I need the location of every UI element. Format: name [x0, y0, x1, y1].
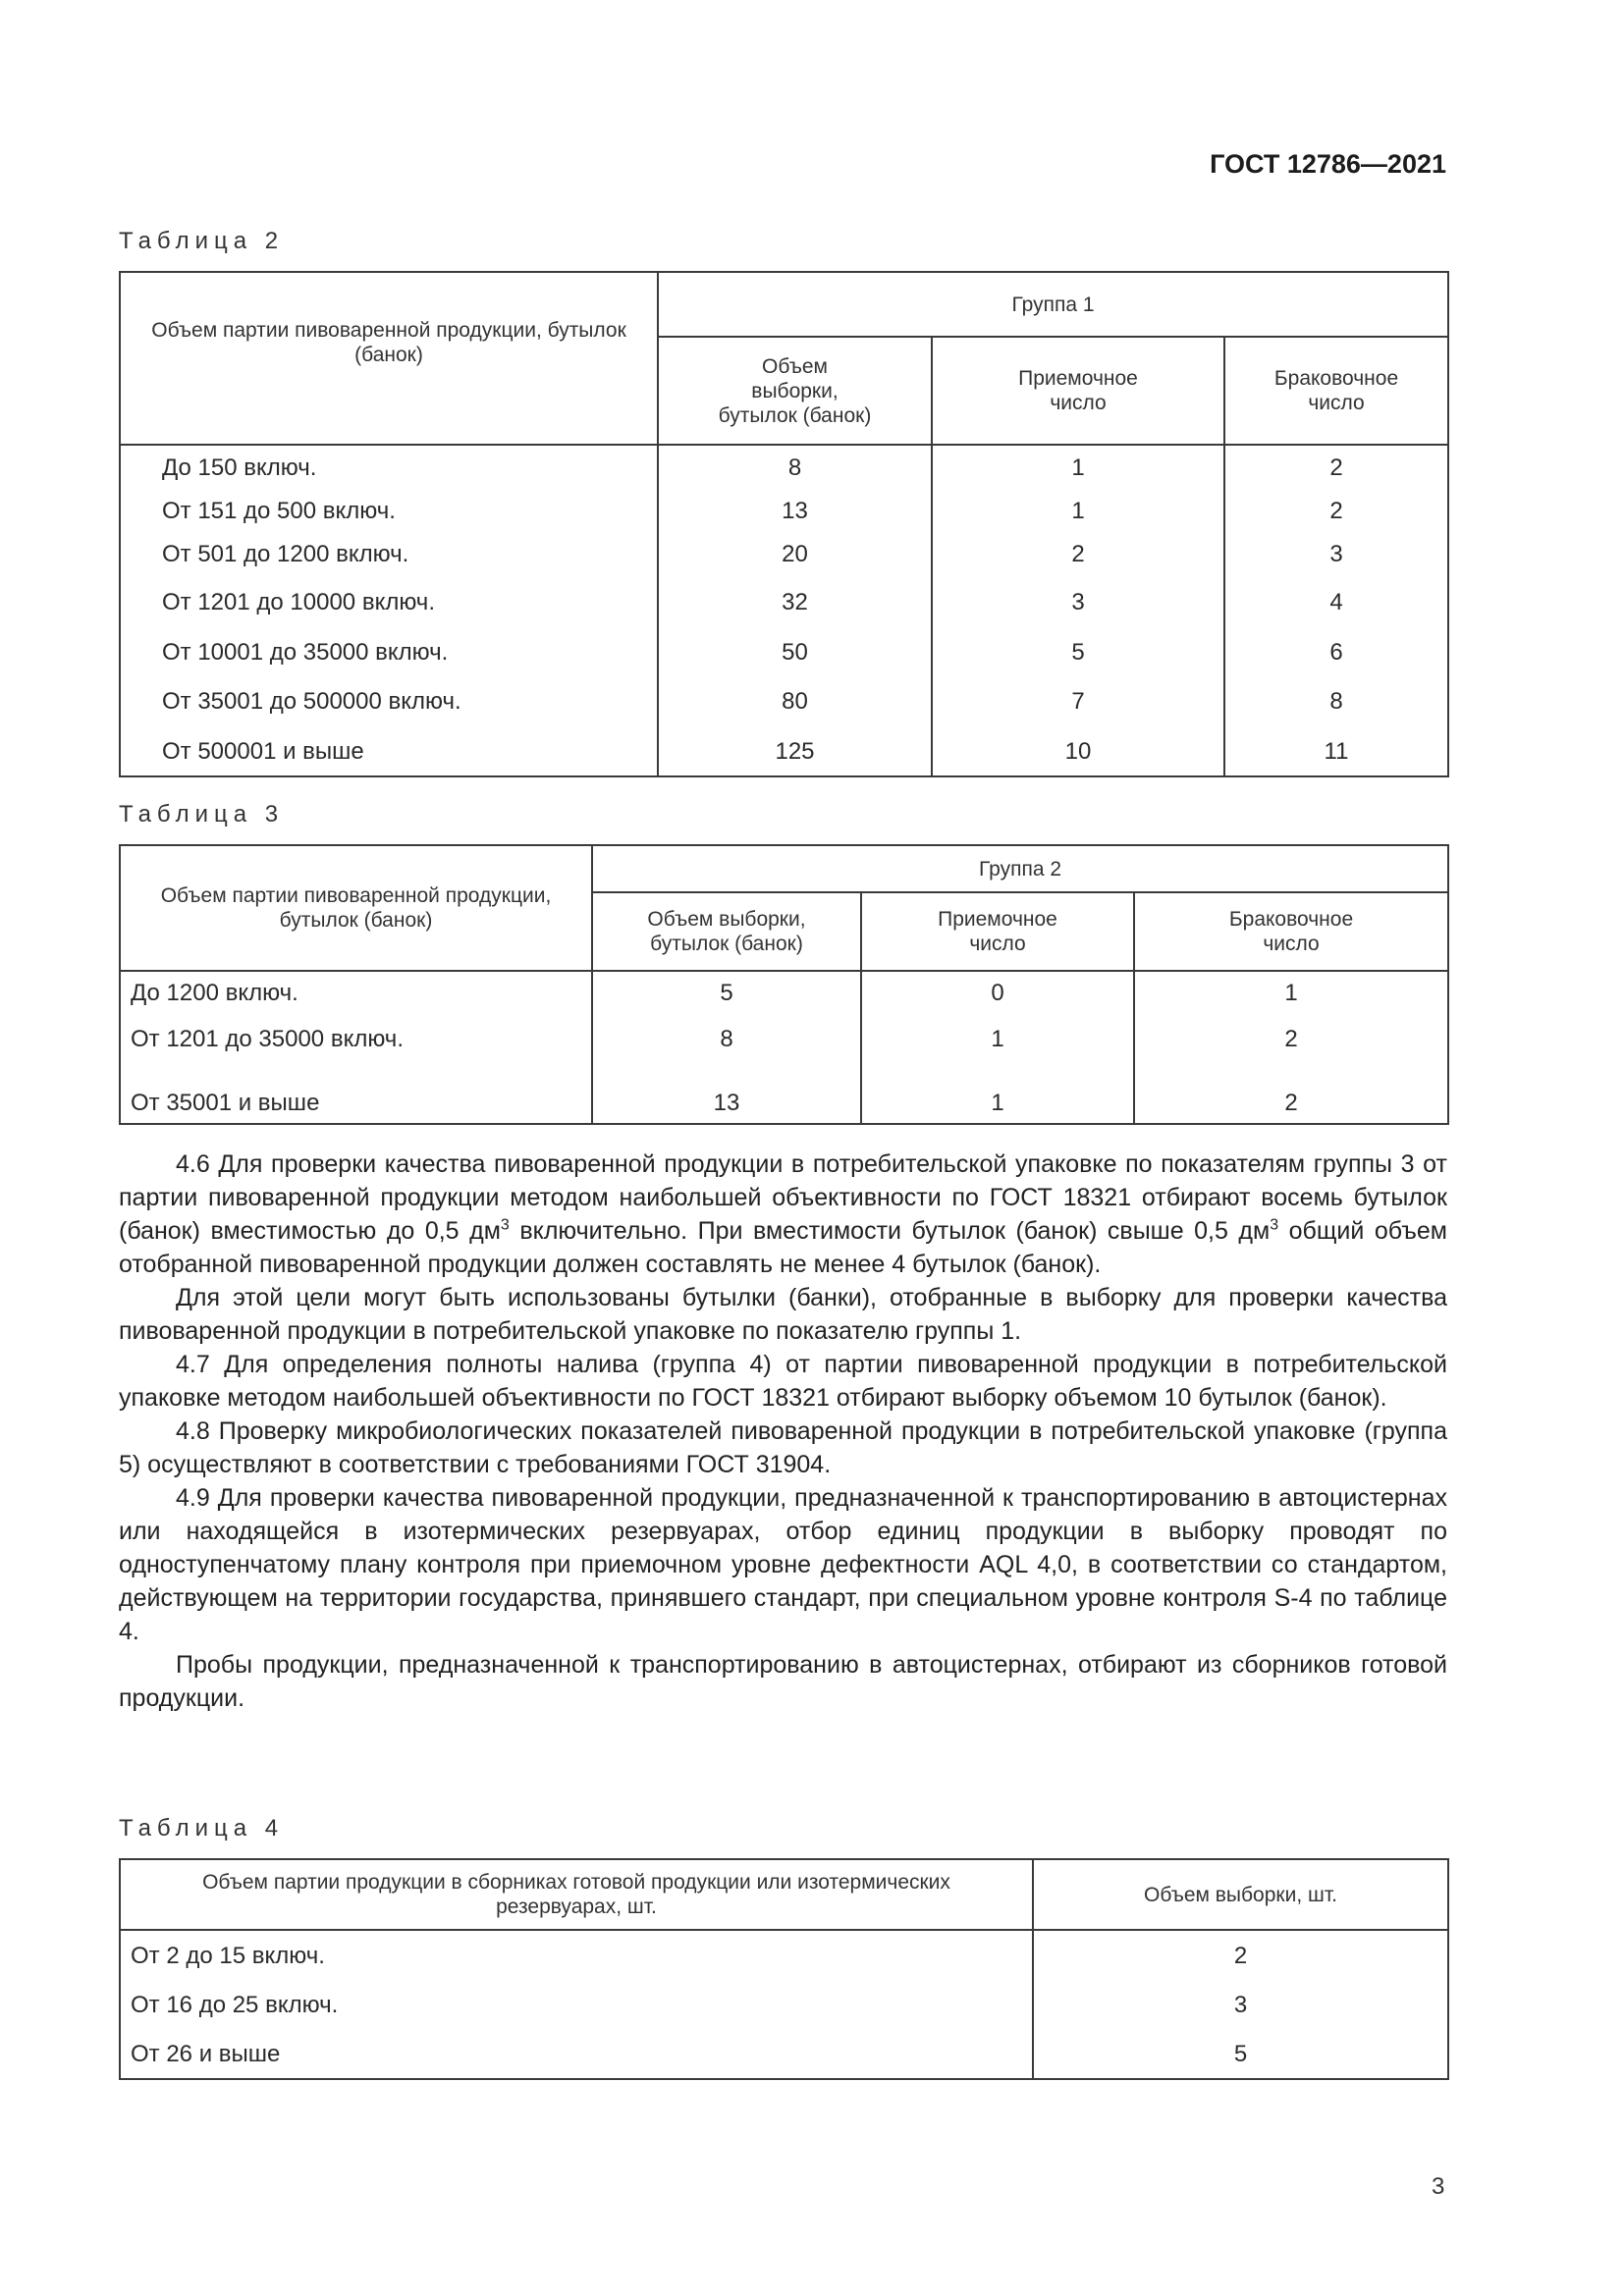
p46-sup-2: 3 [1270, 1216, 1279, 1234]
table2-row1-sample: 13 [658, 490, 932, 532]
table-row [120, 490, 1448, 532]
table4-row2-sample: 5 [1033, 2030, 1448, 2079]
table3-col1-header: Объем партии пивоваренной продукции, бутылок (банок) [120, 845, 592, 971]
paragraph-4-6-note: Для этой цели могут быть использованы бутылки (банки), отобранные в выборку для проверки качества пивоваренной продукции в потребительской упаковке по показателю группы 1. [119, 1284, 1447, 1345]
table3-row2-range: От 35001 и выше [120, 1065, 592, 1124]
table4-row1-sample: 3 [1033, 1981, 1448, 2030]
table2-row1-range: От 151 до 500 включ. [120, 490, 658, 532]
table2-row6-accept: 10 [932, 727, 1224, 776]
table-row [120, 1014, 1448, 1065]
table2-group-header: Группа 1 [658, 272, 1448, 337]
table3-group-header: Группа 2 [592, 845, 1448, 892]
table-row [120, 1065, 1448, 1124]
table2-caption: Таблица 2 [119, 228, 285, 254]
table3-row2-accept: 1 [861, 1065, 1134, 1124]
table3-subheader-reject: Браковочное число [1134, 892, 1448, 971]
table2-subheader-accept: Приемочное число [932, 337, 1224, 445]
paragraph-4-8: 4.8 Проверку микробиологических показателей пивоваренной продукции в потребительской упаковке (группа 5) осуществляют в соответствии с требованиями ГОСТ 31904. [119, 1417, 1447, 1478]
table2-header [119, 271, 1449, 446]
table2-row1-reject: 2 [1224, 490, 1448, 532]
table2-row1-accept: 1 [932, 490, 1224, 532]
table3-row0-sample: 5 [592, 971, 861, 1014]
table-row [120, 445, 1448, 490]
table2-subheader-sample: Объем выборки, бутылок (банок) [658, 337, 932, 445]
table3-row1-sample: 8 [592, 1014, 861, 1065]
p46-text-a: 4.6 Для проверки качества пивоваренной продукции в потребительской упаковке по показателям группы 3 от партии пивоваренной продукции методом наибольшей объективности по ГОСТ 18321 отбирают восемь бутылок (банок) вместимостью до 0,5 дм [119, 1150, 1447, 1245]
table-row [120, 532, 1448, 576]
table-row [120, 1981, 1448, 2030]
table2-row2-reject: 3 [1224, 532, 1448, 576]
table2-row3-sample: 32 [658, 576, 932, 629]
table2-row0-reject: 2 [1224, 445, 1448, 490]
table4-col2-header: Объем выборки, шт. [1033, 1859, 1448, 1930]
table2-subheader-reject: Браковочное число [1224, 337, 1448, 445]
table-row [120, 576, 1448, 629]
paragraph-4-9-note: Пробы продукции, предназначенной к транспортированию в автоцистернах, отбирают из сборников готовой продукции. [119, 1651, 1447, 1712]
table4-caption: Таблица 4 [119, 1815, 285, 1842]
table2-row4-accept: 5 [932, 629, 1224, 676]
table2-row5-range: От 35001 до 500000 включ. [120, 676, 658, 727]
table2-row6-reject: 11 [1224, 727, 1448, 776]
table3-row0-reject: 1 [1134, 971, 1448, 1014]
table-row [120, 1930, 1448, 1981]
paragraph-4-9: 4.9 Для проверки качества пивоваренной продукции, предназначенной к транспортированию в автоцистернах или находящейся в изотермических резервуарах, отбор единиц продукции в выборку проводят по одноступенчатому плану контроля при приемочном уровне дефектности AQL 4,0, в соответствии со стандартом, действующем на территории государства, принявшего стандарт, при специальном уровне контроля S-4 по таблице 4. [119, 1484, 1447, 1645]
table3 [119, 844, 1449, 1125]
table2-row5-sample: 80 [658, 676, 932, 727]
table-row [120, 676, 1448, 727]
table4-row1-range: От 16 до 25 включ. [120, 1981, 1033, 2030]
p46-sup-1: 3 [500, 1216, 510, 1234]
table2-row3-range: От 1201 до 10000 включ. [120, 576, 658, 629]
table2-row2-sample: 20 [658, 532, 932, 576]
table4-row0-range: От 2 до 15 включ. [120, 1930, 1033, 1981]
table4-col1-header: Объем партии продукции в сборниках готовой продукции или изотермических резервуарах, шт. [120, 1859, 1033, 1930]
table3-subheader-sample: Объем выборки, бутылок (банок) [592, 892, 861, 971]
document-id: ГОСТ 12786—2021 [1210, 149, 1446, 179]
table3-subheader-accept: Приемочное число [861, 892, 1134, 971]
page-number: 3 [1432, 2173, 1445, 2200]
table4-row0-sample: 2 [1033, 1930, 1448, 1981]
table3-row1-range: От 1201 до 35000 включ. [120, 1014, 592, 1065]
table2-row0-range: До 150 включ. [120, 445, 658, 490]
table3-row1-reject: 2 [1134, 1014, 1448, 1065]
paragraph-4-7: 4.7 Для определения полноты налива (группа 4) от партии пивоваренной продукции в потребительской упаковке методом наибольшей объективности по ГОСТ 18321 отбирают выборку объемом 10 бутылок (банок). [119, 1351, 1447, 1412]
table2-col1-header: Объем партии пивоваренной продукции, бутылок (банок) [120, 272, 658, 445]
table3-row1-accept: 1 [861, 1014, 1134, 1065]
table3-row0-accept: 0 [861, 971, 1134, 1014]
p46-text-c: общий объем отобранной пивоваренной продукции должен составлять не менее 4 бутылок (банок). [119, 1217, 1447, 1278]
table2-row3-accept: 3 [932, 576, 1224, 629]
table4-row2-range: От 26 и выше [120, 2030, 1033, 2079]
table2-row4-range: От 10001 до 35000 включ. [120, 629, 658, 676]
table2-body [119, 444, 1449, 777]
table2-row4-sample: 50 [658, 629, 932, 676]
table-row [120, 629, 1448, 676]
table2-row4-reject: 6 [1224, 629, 1448, 676]
table-row [120, 727, 1448, 776]
table2-row2-range: От 501 до 1200 включ. [120, 532, 658, 576]
table2-row0-sample: 8 [658, 445, 932, 490]
table3-row2-sample: 13 [592, 1065, 861, 1124]
body-text [119, 1148, 1447, 1715]
table2-row0-accept: 1 [932, 445, 1224, 490]
table-row [120, 971, 1448, 1014]
table4 [119, 1858, 1449, 2080]
table3-row2-reject: 2 [1134, 1065, 1448, 1124]
table2-row5-reject: 8 [1224, 676, 1448, 727]
table2-row5-accept: 7 [932, 676, 1224, 727]
table2-row2-accept: 2 [932, 532, 1224, 576]
paragraph-4-6 [119, 1148, 1447, 1281]
table3-row0-range: До 1200 включ. [120, 971, 592, 1014]
table3-caption: Таблица 3 [119, 801, 285, 828]
table2-row6-sample: 125 [658, 727, 932, 776]
table2-row6-range: От 500001 и выше [120, 727, 658, 776]
p46-text-b: включительно. При вместимости бутылок (банок) свыше 0,5 дм [509, 1217, 1271, 1245]
table2-row3-reject: 4 [1224, 576, 1448, 629]
table-row [120, 2030, 1448, 2079]
